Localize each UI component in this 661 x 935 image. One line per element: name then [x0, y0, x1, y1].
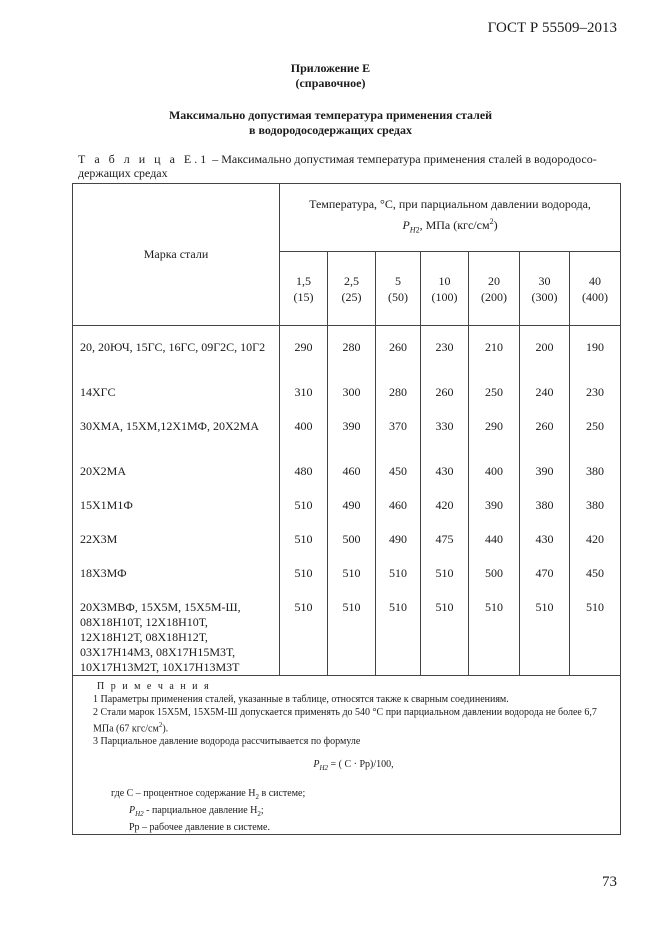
temperature-cell: 400 [469, 450, 520, 484]
temperature-cell: 450 [570, 552, 621, 586]
temperature-cell: 470 [520, 552, 570, 586]
formula-where-pp: Pр – рабочее давление в системе. [129, 821, 270, 833]
temperature-cell: 490 [328, 484, 376, 518]
temperature-cell: 510 [280, 552, 328, 586]
notes-title: П р и м е ч а н и я [97, 680, 211, 692]
table-notes [73, 675, 621, 834]
formula-where-ph: $P_{H2}$ - парциальное давление $Н_2$; [129, 804, 264, 818]
temperature-cell: 190 [570, 326, 621, 371]
appendix-subtitle: (справочное) [295, 76, 366, 90]
table-row [73, 450, 621, 484]
steel-grade-cell: 30ХМА, 15ХМ,12Х1МФ, 20Х2МА [73, 405, 280, 450]
temperature-cell: 510 [328, 552, 376, 586]
temperature-cell: 430 [421, 450, 469, 484]
temperature-cell: 490 [376, 518, 421, 552]
temperature-cell: 475 [421, 518, 469, 552]
steel-grade-cell: 20Х3МВФ, 15Х5М, 15Х5М-Ш, 08Х18Н10Т, 12Х18Н10Т, 12Х18Н12Т, 08Х18Н12Т, 03Х17Н14М3, 08Х17Н15М3Т, 10Х17Н13М2Т, 10Х17Н13М3Т [73, 586, 280, 676]
temperature-cell: 310 [280, 371, 328, 405]
pressure-header: 30 (300) [520, 252, 570, 326]
note-1: 1 Параметры применения сталей, указанные в таблице, относятся также к сварным соединениям. [93, 693, 509, 705]
pressure-header: 40 (400) [570, 252, 621, 326]
steel-grade-cell: 18Х3МФ [73, 552, 280, 586]
column-header-temperature: Температура, °С, при парциальном давлении водорода, $P_{H2}$, МПа $(кгс/см^2)$ [280, 184, 621, 252]
temperature-cell: 500 [469, 552, 520, 586]
temperature-cell: 510 [280, 484, 328, 518]
temperature-cell: 510 [328, 586, 376, 676]
temperature-cell: 210 [469, 326, 520, 371]
pressure-header: 10 (100) [421, 252, 469, 326]
table-row [73, 586, 621, 676]
table-row [73, 326, 621, 371]
temperature-cell: 500 [328, 518, 376, 552]
temperature-cell: 200 [520, 326, 570, 371]
table-caption-text: – Максимально допустимая температура применения сталей в водородосо- [209, 152, 597, 166]
steel-grade-cell: 14ХГС [73, 371, 280, 405]
note-2: 2 Стали марок 15Х5М, 15Х5М-Ш допускается применять до 540 °С при парциальном давлении водорода не более 6,7 МПа (67 кгс/$см^2$). [93, 706, 597, 734]
page-number: 73 [602, 874, 617, 890]
temperature-cell: 230 [570, 371, 621, 405]
temperature-cell: 460 [328, 450, 376, 484]
temperature-cell: 510 [469, 586, 520, 676]
temperature-cell: 280 [376, 371, 421, 405]
temperature-cell: 390 [469, 484, 520, 518]
temperature-cell: 480 [280, 450, 328, 484]
hydrogen-pressure-formula: $P_{H2}$ = ( C · Pр)/100, [313, 758, 394, 772]
table-caption-label: Т а б л и ц а Е.1 [78, 152, 210, 166]
temperature-cell: 420 [421, 484, 469, 518]
steel-grade-cell: 20, 20ЮЧ, 15ГС, 16ГС, 09Г2С, 10Г2 [73, 326, 280, 371]
temperature-cell: 380 [520, 484, 570, 518]
temperature-cell: 510 [376, 552, 421, 586]
appendix-heading-line1: Максимально допустимая температура применения сталей [168, 108, 493, 122]
temperature-cell: 250 [469, 371, 520, 405]
temperature-cell: 280 [328, 326, 376, 371]
temperature-cell: 240 [520, 371, 570, 405]
appendix-heading-line2: в водородосодержащих средах [248, 123, 413, 137]
formula-where-c: где C – процентное содержание $Н_2$ в системе; [111, 787, 306, 801]
table-row [73, 405, 621, 450]
temperature-cell: 460 [376, 484, 421, 518]
table-row [73, 371, 621, 405]
temperature-cell: 370 [376, 405, 421, 450]
temperature-cell: 390 [328, 405, 376, 450]
table-caption-text-cont: держащих средах [78, 166, 168, 180]
note-3: 3 Парциальное давление водорода рассчитывается по формуле [93, 735, 361, 747]
pressure-header: 2,5 (25) [328, 252, 376, 326]
table-row [73, 484, 621, 518]
temperature-cell: 290 [280, 326, 328, 371]
temperature-cell: 510 [570, 586, 621, 676]
temperature-cell: 450 [376, 450, 421, 484]
temperature-cell: 330 [421, 405, 469, 450]
temperature-cell: 510 [376, 586, 421, 676]
temperature-cell: 380 [570, 450, 621, 484]
table-caption [78, 152, 618, 180]
temperature-cell: 290 [469, 405, 520, 450]
temperature-cell: 440 [469, 518, 520, 552]
steel-grade-cell: 20Х2МА [73, 450, 280, 484]
temperature-cell: 510 [280, 586, 328, 676]
temperature-cell: 400 [280, 405, 328, 450]
temperature-cell: 510 [421, 552, 469, 586]
steel-grade-cell: 15Х1М1Ф [73, 484, 280, 518]
temperature-cell: 510 [280, 518, 328, 552]
steel-grade-cell: 22Х3М [73, 518, 280, 552]
temperature-cell: 510 [421, 586, 469, 676]
pressure-header: 1,5 (15) [280, 252, 328, 326]
steel-temperature-table [72, 183, 621, 835]
table-row [73, 518, 621, 552]
pressure-header: 20 (200) [469, 252, 520, 326]
temperature-cell: 230 [421, 326, 469, 371]
appendix-title: Приложение Е [290, 61, 371, 75]
temperature-cell: 430 [520, 518, 570, 552]
temperature-cell: 250 [570, 405, 621, 450]
temperature-cell: 300 [328, 371, 376, 405]
temperature-cell: 420 [570, 518, 621, 552]
temperature-cell: 260 [421, 371, 469, 405]
column-header-steel: Марка стали [73, 184, 280, 326]
temperature-cell: 260 [520, 405, 570, 450]
document-id: ГОСТ Р 55509–2013 [487, 20, 617, 36]
pressure-header: 5 (50) [376, 252, 421, 326]
temperature-cell: 510 [520, 586, 570, 676]
table-row [73, 552, 621, 586]
temperature-cell: 390 [520, 450, 570, 484]
temperature-cell: 260 [376, 326, 421, 371]
temperature-cell: 380 [570, 484, 621, 518]
